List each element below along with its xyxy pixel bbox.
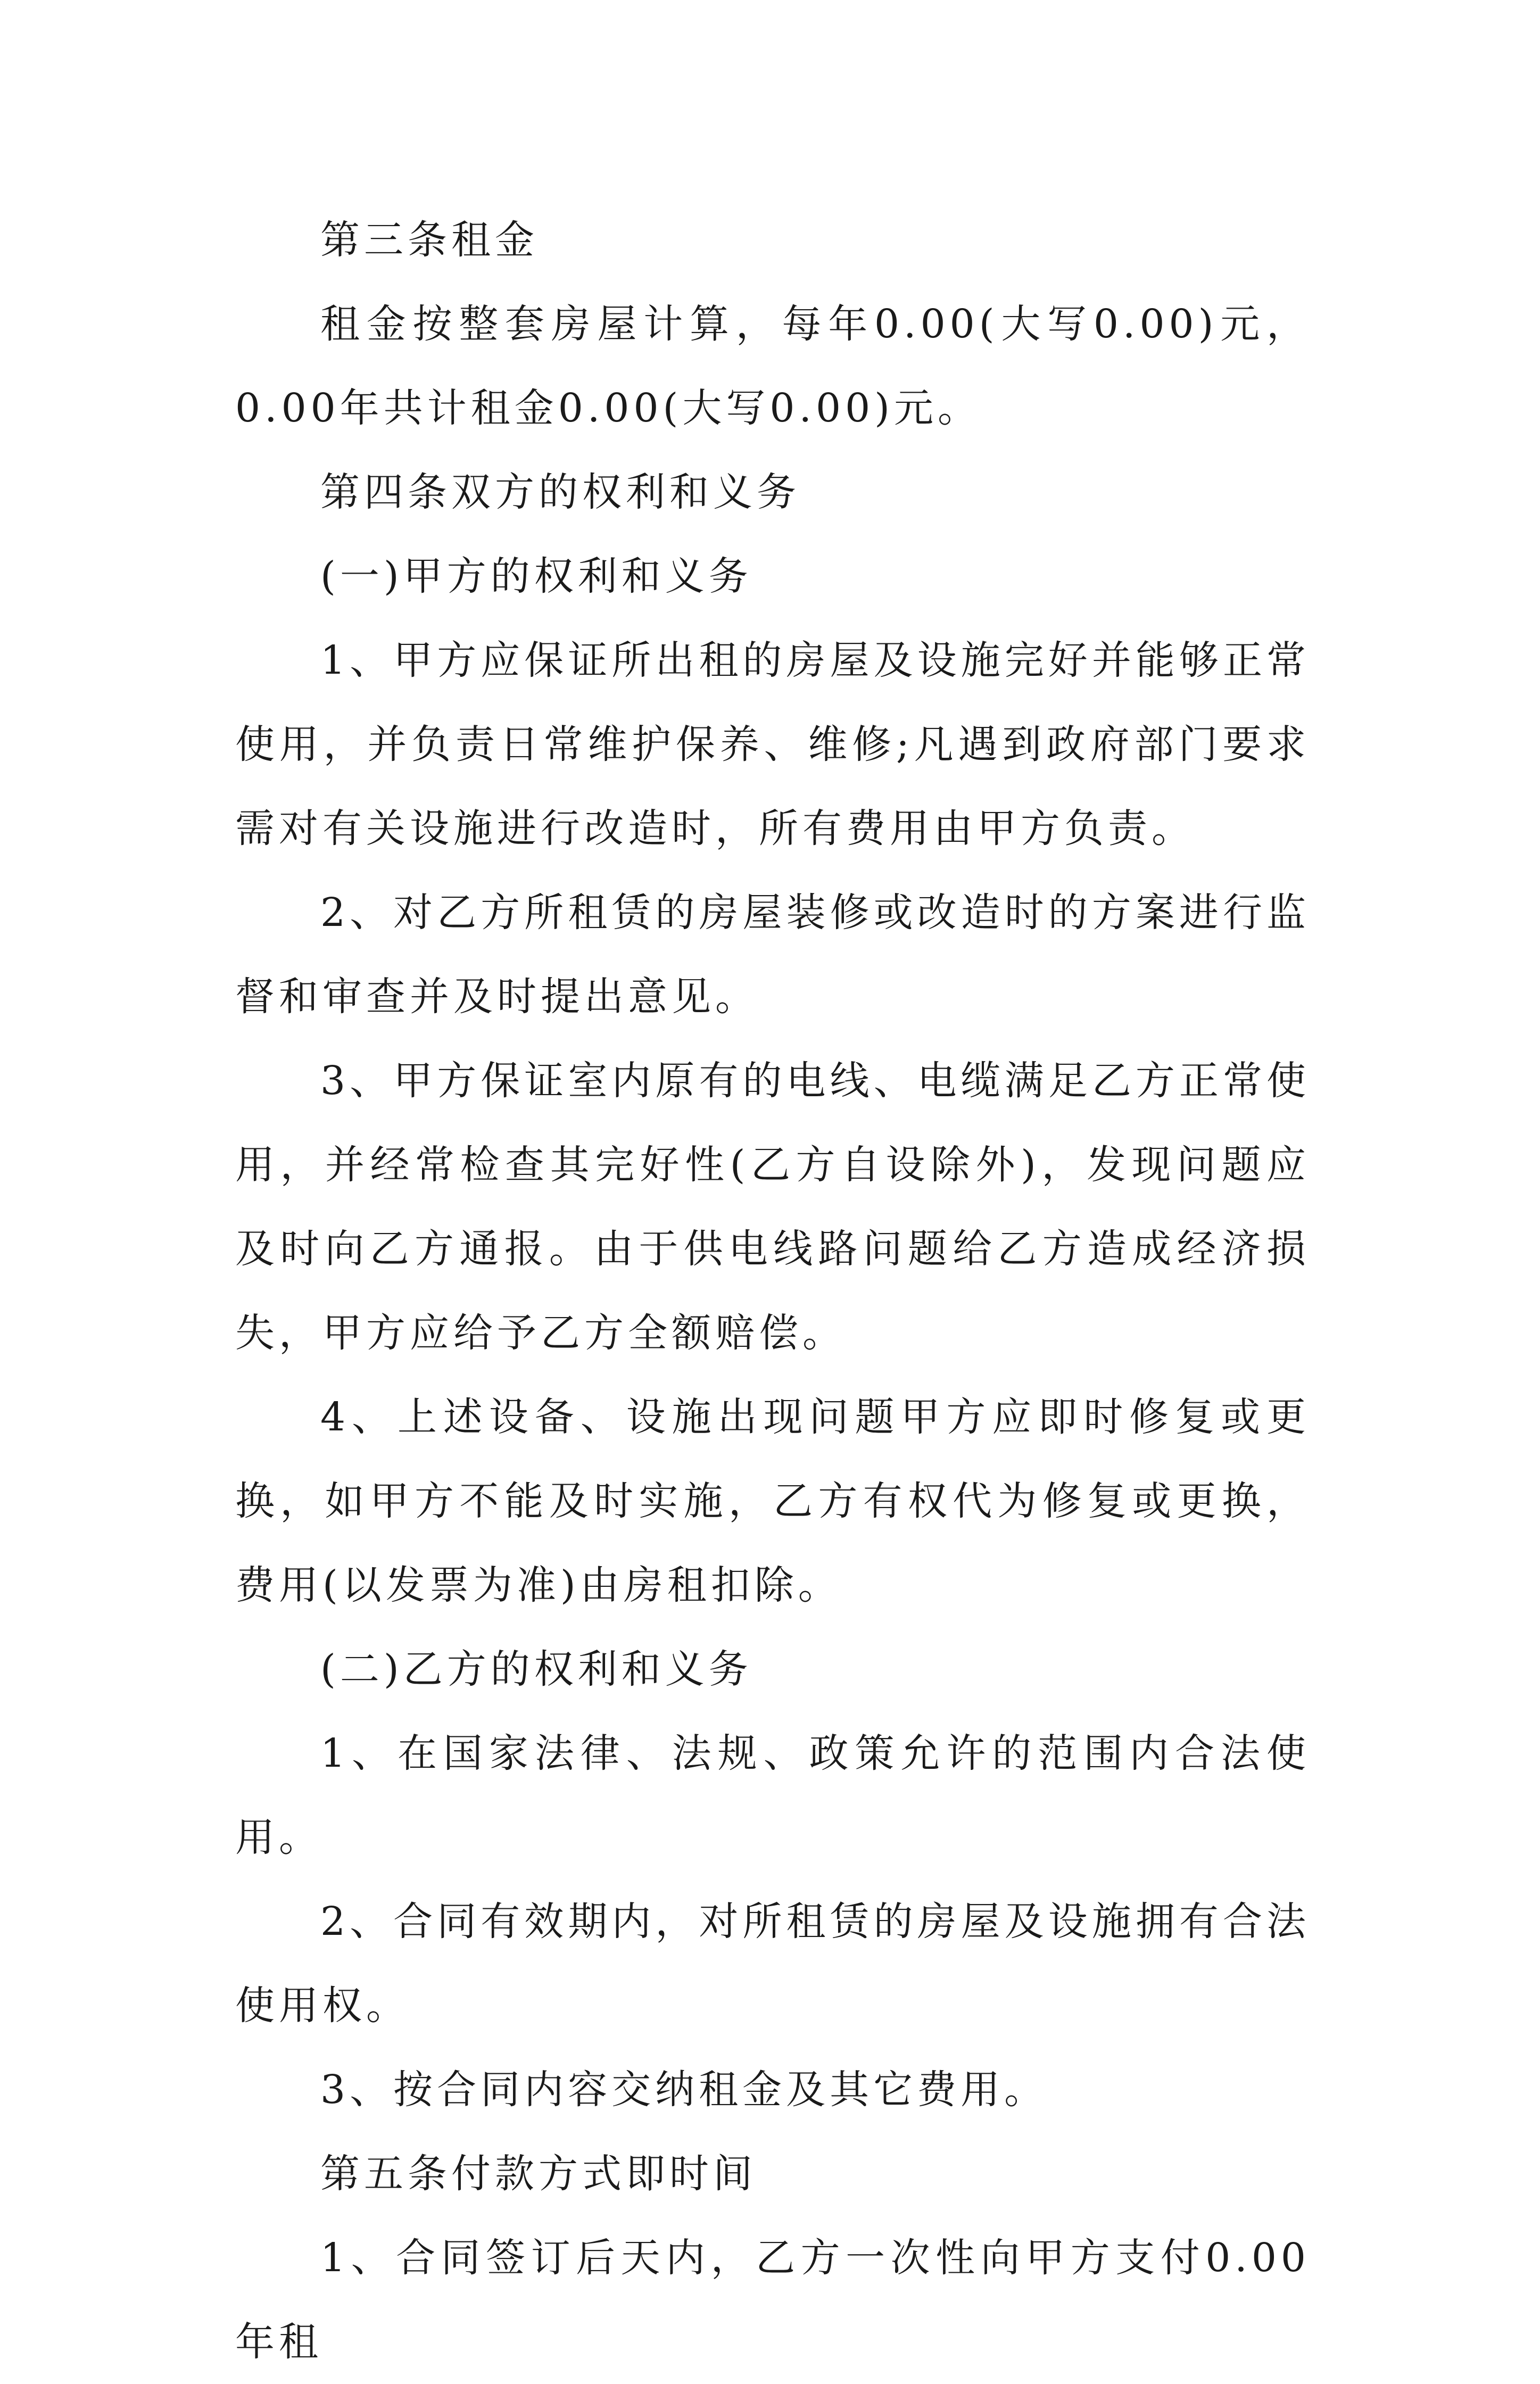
party-a-clause-2: 2、对乙方所租赁的房屋装修或改造时的方案进行监督和审查并及时提出意见。 — [235, 890, 1310, 1020]
party-a-subheading: (一)甲方的权利和义务 — [320, 553, 752, 599]
document-body — [235, 198, 1310, 2384]
party-b-subheading: (二)乙方的权利和义务 — [320, 1646, 752, 1692]
party-b-clause-3: 3、按合同内容交纳租金及其它费用。 — [320, 2067, 1048, 2113]
article-3-heading: 第三条租金 — [320, 217, 539, 263]
party-a-clause-4: 4、上述设备、设施出现问题甲方应即时修复或更换，如甲方不能及时实施，乙方有权代为修复或更换，费用(以发票为准)由房租扣除。 — [235, 1394, 1310, 1608]
article-5-heading: 第五条付款方式即时间 — [320, 2151, 757, 2197]
party-a-clause-1: 1、甲方应保证所出租的房屋及设施完好并能够正常使用，并负责日常维护保养、维修;凡遇到政府部门要求需对有关设施进行改造时，所有费用由甲方负责。 — [235, 638, 1310, 851]
rent-amount-paragraph: 租金按整套房屋计算，每年0.00(大写0.00)元，0.00年共计租金0.00(大写0.00)元。 — [235, 301, 1310, 431]
payment-clause-1: 1、合同签订后天内，乙方一次性向甲方支付0.00年租 — [235, 2235, 1310, 2365]
article-4-heading: 第四条双方的权利和义务 — [320, 469, 800, 515]
party-a-clause-3: 3、甲方保证室内原有的电线、电缆满足乙方正常使用，并经常检查其完好性(乙方自设除外)，发现问题应及时向乙方通报。由于供电线路问题给乙方造成经济损失，甲方应给予乙方全额赔偿。 — [235, 1058, 1310, 1356]
party-b-clause-1: 1、在国家法律、法规、政策允许的范围内合法使用。 — [235, 1731, 1310, 1860]
party-b-clause-2: 2、合同有效期内，对所租赁的房屋及设施拥有合法使用权。 — [235, 1899, 1310, 2029]
